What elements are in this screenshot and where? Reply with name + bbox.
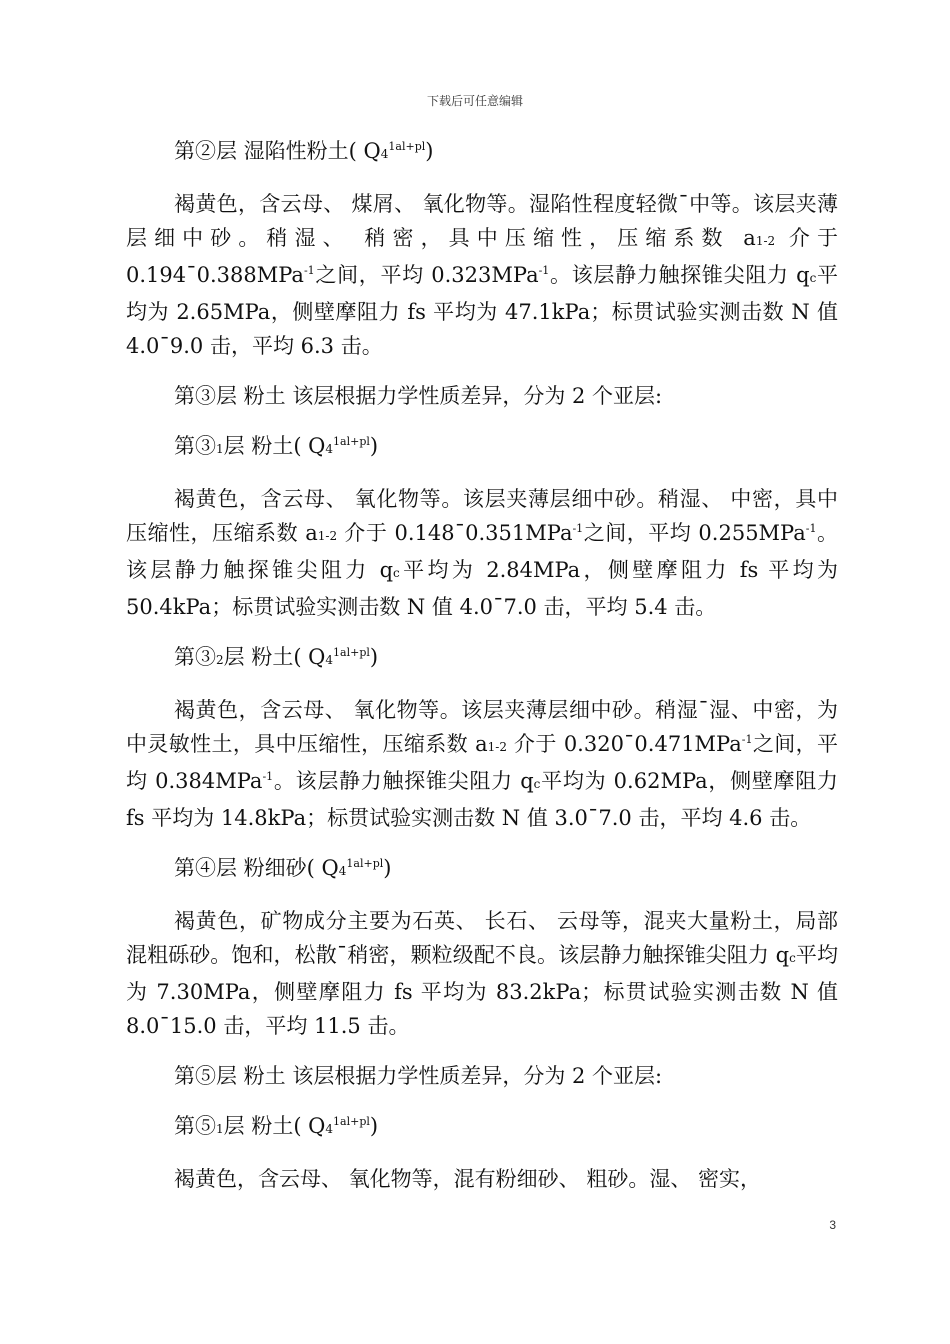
subscript-text: 1 bbox=[216, 1122, 224, 1136]
superscript-text: -1 bbox=[538, 264, 550, 277]
section-heading bbox=[126, 1059, 838, 1093]
text-run: 之间，平均 0.323MPa bbox=[314, 263, 539, 287]
text-run: 平均为 0.62MPa，侧壁摩阻力 fs 平均为 14.8kPa；标贯试验实测击数 N 值 3.0¯7.0 击，平均 4.6 击。 bbox=[126, 769, 838, 830]
text-run: 平均为 7.30MPa，侧壁摩阻力 fs 平均为 83.2kPa；标贯试验实测击数 N 值 8.0¯15.0 击，平均 11.5 击。 bbox=[126, 943, 838, 1038]
superscript-text: -1 bbox=[805, 522, 817, 535]
subscript-text: c bbox=[809, 271, 817, 285]
superscript-text: -1 bbox=[572, 522, 584, 535]
text-run: 褐黄色，含云母、 氧化物等。该层夹薄层细中砂。稍湿¯湿、中密，为中灵敏性土，具中压缩性，压缩系数 a bbox=[126, 698, 838, 756]
subscript-text: 1-2 bbox=[317, 529, 338, 543]
subscript-text: 4 bbox=[325, 653, 334, 667]
text-run: 介于 0.194¯0.388MPa bbox=[126, 226, 838, 287]
section-heading bbox=[126, 640, 838, 677]
section-heading bbox=[126, 379, 838, 413]
page-number: 3 bbox=[829, 1218, 836, 1232]
subscript-text: 4 bbox=[338, 864, 347, 878]
superscript-text: -1 bbox=[741, 733, 753, 746]
text-run: 层 粉土( Q bbox=[223, 1114, 326, 1138]
document-body bbox=[126, 134, 838, 1212]
section-heading bbox=[126, 851, 838, 888]
text-run: ) bbox=[369, 1114, 379, 1138]
text-run: 介于 0.148¯0.351MPa bbox=[337, 521, 573, 545]
subscript-text: 2 bbox=[216, 653, 224, 667]
subscript-text: c bbox=[789, 951, 796, 965]
text-run: 平均为 2.65MPa，侧壁摩阻力 fs 平均为 47.1kPa；标贯试验实测击数 N 值 4.0¯9.0 击，平均 6.3 击。 bbox=[126, 263, 838, 358]
section-heading bbox=[126, 134, 838, 171]
body-paragraph bbox=[126, 904, 838, 1043]
text-run: 之间，平均 0.384MPa bbox=[126, 732, 838, 793]
text-run: 介于 0.320¯0.471MPa bbox=[506, 732, 742, 756]
text-run: 平均为 2.84MPa，侧壁摩阻力 fs 平均为 50.4kPa；标贯试验实测击数 N 值 4.0¯7.0 击，平均 5.4 击。 bbox=[126, 558, 838, 619]
superscript-text: 1al+pl bbox=[333, 435, 370, 448]
body-paragraph bbox=[126, 693, 838, 835]
subscript-text: c bbox=[393, 566, 400, 580]
subscript-text: 1 bbox=[216, 442, 224, 456]
subscript-text: 4 bbox=[380, 147, 389, 161]
text-run: 之间，平均 0.255MPa bbox=[583, 521, 806, 545]
text-run: 层 粉土( Q bbox=[223, 434, 326, 458]
text-run: ) bbox=[425, 139, 434, 163]
section-heading bbox=[126, 1109, 838, 1146]
text-run: 。该层静力触探锥尖阻力 q bbox=[126, 521, 838, 582]
superscript-text: 1al+pl bbox=[333, 1115, 370, 1128]
text-run: ) bbox=[369, 645, 379, 669]
text-run: 第②层 湿陷性粉土( Q bbox=[174, 139, 381, 163]
body-paragraph bbox=[126, 482, 838, 624]
text-run: ) bbox=[383, 856, 392, 880]
text-run: 第⑤ bbox=[174, 1114, 216, 1138]
subscript-text: 1-2 bbox=[487, 740, 507, 754]
body-paragraph bbox=[126, 187, 838, 363]
header-note: 下载后可任意编辑 bbox=[426, 94, 523, 108]
text-run: 第③ bbox=[174, 434, 216, 458]
text-run: 第④层 粉细砂( Q bbox=[174, 856, 339, 880]
subscript-text: 4 bbox=[325, 442, 334, 456]
text-run: 第③层 粉土 该层根据力学性质差异，分为 2 个亚层: bbox=[174, 384, 663, 408]
superscript-text: 1al+pl bbox=[333, 646, 370, 659]
text-run: ) bbox=[369, 434, 379, 458]
text-run: 层 粉土( Q bbox=[223, 645, 326, 669]
text-run: 褐黄色，含云母、 煤屑、 氧化物等。湿陷性程度轻微¯中等。该层夹薄层细中砂。稍湿、 稍密，具中压缩性，压缩系数 a bbox=[126, 192, 838, 250]
text-run: 褐黄色，含云母、 氧化物等。该层夹薄层细中砂。稍湿、 中密，具中压缩性，压缩系数 a bbox=[126, 487, 838, 545]
text-run: 。该层静力触探锥尖阻力 q bbox=[273, 769, 534, 793]
subscript-text: 1-2 bbox=[755, 234, 776, 248]
superscript-text: -1 bbox=[262, 770, 274, 783]
text-run: 。该层静力触探锥尖阻力 q bbox=[549, 263, 810, 287]
superscript-text: -1 bbox=[303, 264, 315, 277]
text-run: 褐黄色，矿物成分主要为石英、 长石、 云母等，混夹大量粉土，局部混粗砾砂。饱和，松散¯稍密，颗粒级配不良。该层静力触探锥尖阻力 q bbox=[126, 909, 838, 967]
superscript-text: 1al+pl bbox=[388, 140, 426, 153]
text-run: 第③ bbox=[174, 645, 216, 669]
text-run: 褐黄色，含云母、 氧化物等，混有粉细砂、 粗砂。湿、 密实， bbox=[174, 1167, 762, 1191]
text-run: 第⑤层 粉土 该层根据力学性质差异，分为 2 个亚层: bbox=[174, 1064, 663, 1088]
section-heading bbox=[126, 429, 838, 466]
subscript-text: c bbox=[533, 777, 541, 791]
superscript-text: 1al+pl bbox=[346, 857, 384, 870]
subscript-text: 4 bbox=[325, 1122, 334, 1136]
body-paragraph bbox=[126, 1162, 838, 1196]
